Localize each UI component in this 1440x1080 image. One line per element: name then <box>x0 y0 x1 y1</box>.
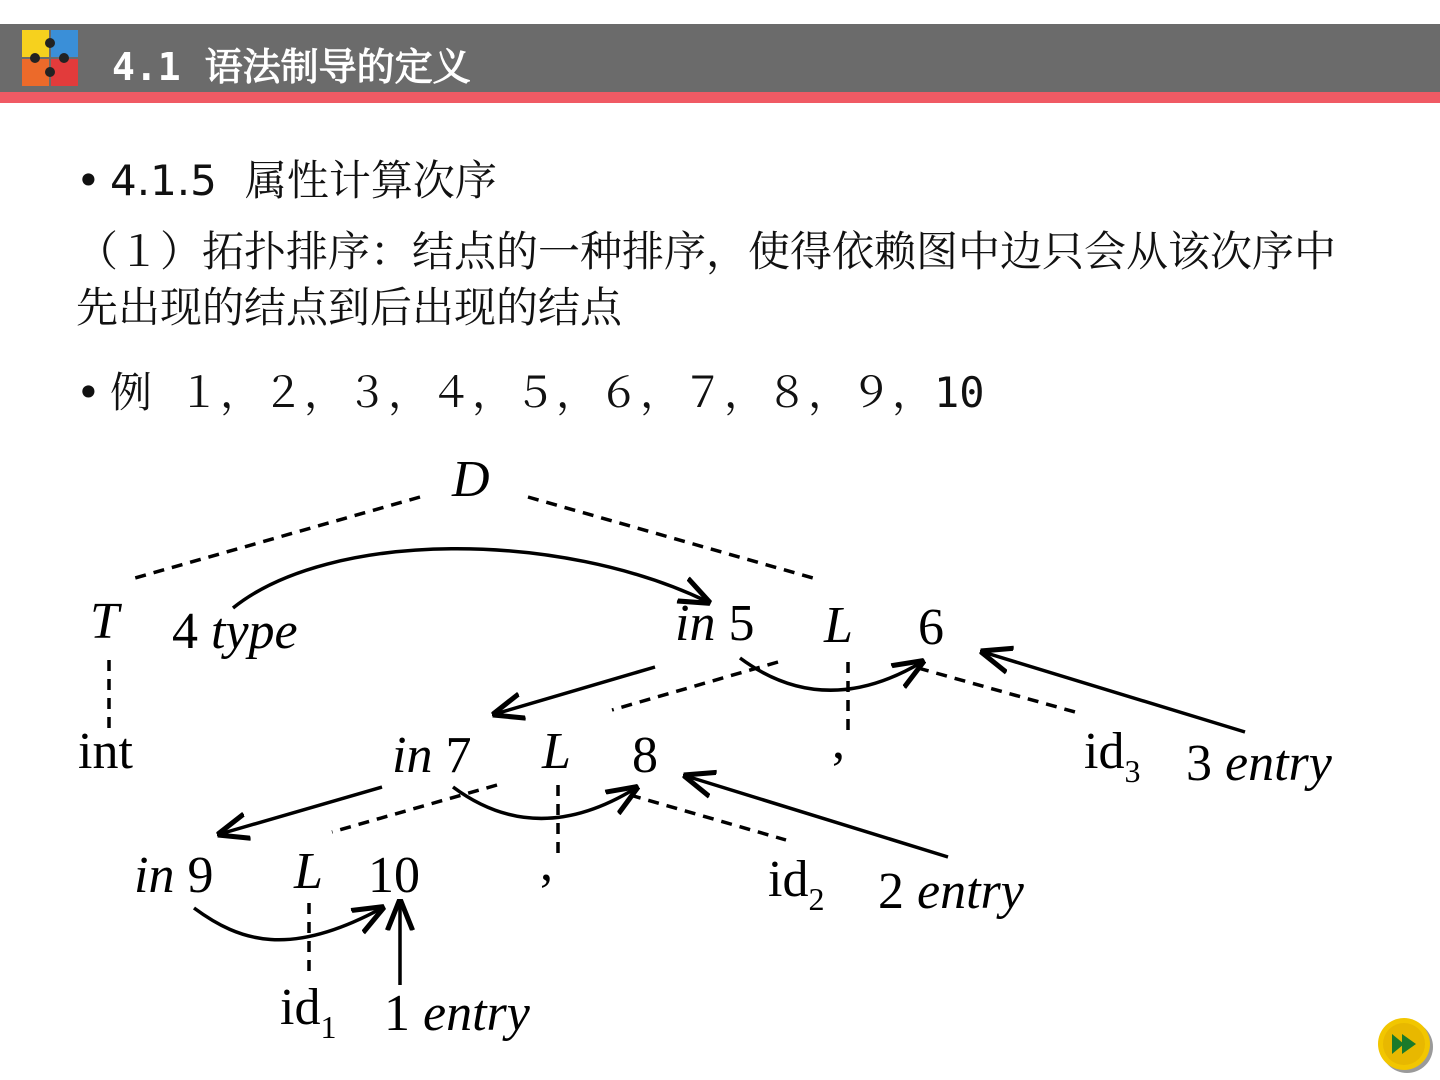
node-id-1: $id_1$ <box>280 979 337 1045</box>
node-6: 6 <box>918 599 944 656</box>
node-type-attribute: 4 type <box>172 603 298 660</box>
node-entry-1: 1 entry <box>384 985 530 1042</box>
node-in-9: in 9 <box>134 847 214 904</box>
node-D: D <box>452 451 490 508</box>
section-number: 4.1 <box>112 45 181 89</box>
node-id-3: $id_3$ <box>1084 723 1141 789</box>
node-int: int <box>78 723 133 780</box>
node-10: 10 <box>368 847 420 904</box>
node-8: 8 <box>632 727 658 784</box>
para-text: 拓扑排序：结点的一种排序，使得依赖图中边只会从该次序中先出现的结点到后出现的结点 <box>76 227 1337 332</box>
subsection-number: 4.1.5 <box>110 156 217 205</box>
node-L-1: L <box>824 597 853 654</box>
node-L-3: L <box>294 843 323 900</box>
node-comma-2: , <box>540 835 553 892</box>
node-comma-1: , <box>832 713 845 770</box>
node-in-5: in 5 <box>675 595 755 652</box>
next-arrow-icon[interactable] <box>1376 1016 1434 1074</box>
node-entry-2: 2 entry <box>878 863 1024 920</box>
node-T: T <box>90 593 119 650</box>
example-sequence: １，２，３，４，５，６，７，８，９，10 <box>178 368 985 417</box>
section-title: 语法制导的定义 <box>204 45 471 89</box>
example-label: 例 <box>110 368 153 417</box>
node-id-2: $id_2$ <box>768 851 825 917</box>
node-in-7: in 7 <box>392 727 472 784</box>
node-entry-3: 3 entry <box>1186 735 1332 792</box>
node-L-2: L <box>542 723 571 780</box>
bullet-dot: • <box>76 368 101 417</box>
bullet-dot: • <box>76 156 101 205</box>
subsection-title: 属性计算次序 <box>244 156 497 205</box>
para-prefix: （１） <box>76 227 203 276</box>
